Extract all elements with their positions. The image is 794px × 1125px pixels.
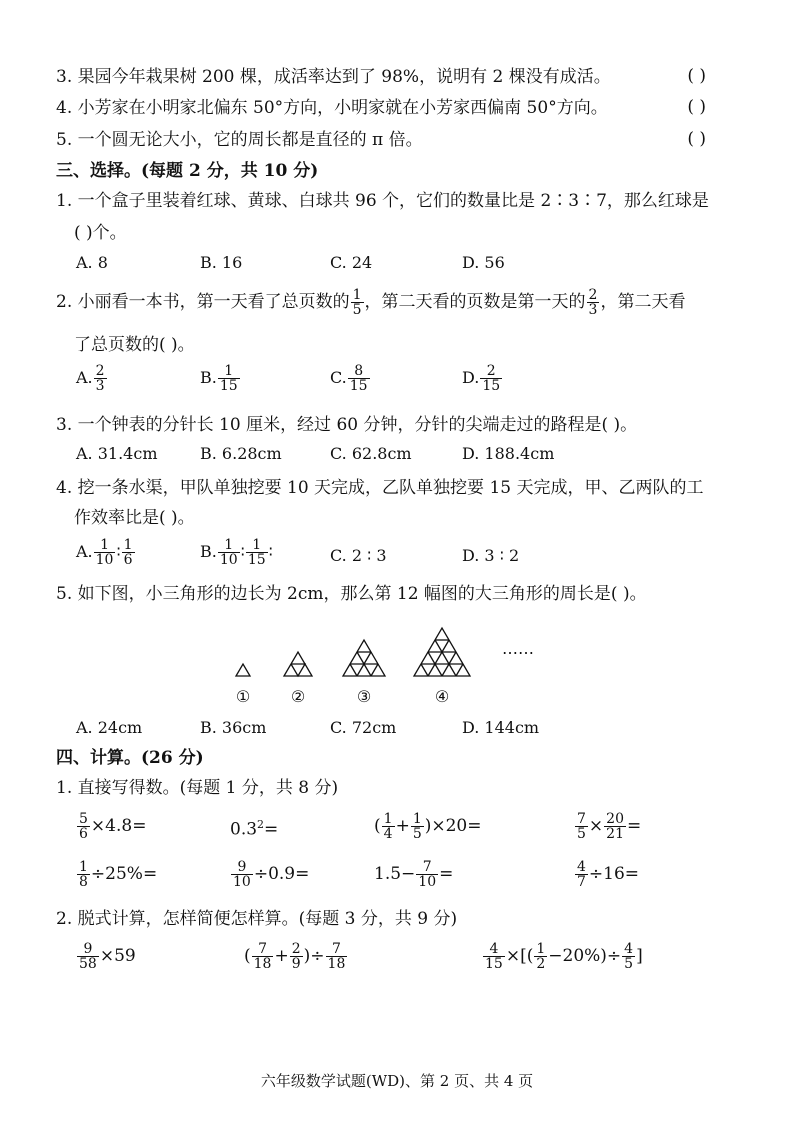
choice-q4-option-b[interactable]: B. $\frac{1}{10}$ ∶ $\frac{1}{15}$ ∶ — [200, 537, 273, 568]
choice-q5-option-b[interactable]: B. 36cm — [200, 718, 267, 737]
page-footer: 六年级数学试题(WD)、第 2 页、共 4 页 — [260, 1072, 534, 1090]
choice-q3-option-d[interactable]: D. 188.4cm — [462, 444, 555, 463]
calc-p3: $\frac{4}{15}$ ×[( $\frac{1}{2}$ −20%)÷ $\frac{4}{5}$ ] — [485, 941, 643, 972]
choice-q1-option-d[interactable]: D. 56 — [462, 253, 505, 272]
triangle-figure-4 — [414, 628, 470, 676]
calc-r2c3: 1.5− $\frac{7}{10}$ = — [374, 859, 454, 890]
calc-r1c2: $0.3^2=$ — [230, 818, 279, 840]
choice-q2-option-d[interactable]: D. $\frac{2}{15}$ — [462, 363, 501, 394]
figure-label-2: ② — [290, 687, 306, 706]
fraction: $\frac{2}{3}$ — [588, 287, 598, 318]
judge-q3-answer-box[interactable]: ( ) — [687, 66, 706, 86]
choice-q5-option-a[interactable]: A. 24cm — [76, 718, 143, 737]
judge-q3: 3. 果园今年栽果树 200 棵，成活率达到了 98%，说明有 2 棵没有成活。 — [56, 67, 611, 87]
judge-q4: 4. 小芳家在小明家北偏东 50°方向，小明家就在小芳家西偏南 50°方向。 — [56, 98, 608, 118]
judge-q4-answer-box[interactable]: ( ) — [687, 97, 706, 117]
choice-q4-line1: 4. 挖一条水渠，甲队单独挖要 10 天完成，乙队单独挖要 15 天完成，甲、乙两队的工 — [56, 478, 704, 498]
calc-r2c2: $\frac{9}{10}$ ÷0.9= — [233, 859, 310, 890]
choice-q5-option-c[interactable]: C. 72cm — [330, 718, 397, 737]
choice-q2-option-a[interactable]: A. $\frac{2}{3}$ — [76, 363, 105, 394]
choice-q5-option-d[interactable]: D. 144cm — [462, 718, 540, 737]
choice-q1-option-a[interactable]: A. 8 — [76, 253, 108, 272]
choice-q4-option-c[interactable]: C. 2 ∶ 3 — [330, 546, 387, 565]
choice-q3-option-b[interactable]: B. 6.28cm — [200, 444, 282, 463]
choice-q4-line2: 作效率比是( )。 — [74, 508, 195, 528]
calc-r2c4: $\frac{4}{7}$ ÷16= — [577, 859, 640, 890]
triangle-figure-2 — [284, 652, 312, 676]
figure-ellipsis: …… — [502, 639, 534, 658]
fraction: $\frac{1}{5}$ — [352, 287, 362, 318]
choice-q5: 5. 如下图，小三角形的边长为 2cm，那么第 12 幅图的大三角形的周长是( )。 — [56, 584, 647, 604]
calc-p2: ( $\frac{7}{18}$ + $\frac{2}{9}$ )÷ $\frac{7}{18}$ — [244, 941, 346, 972]
choice-q1-line2: ( )个。 — [74, 223, 127, 243]
calc-p1: $\frac{9}{58}$ ×59 — [79, 941, 136, 972]
triangle-figure-3 — [343, 640, 385, 676]
figure-label-3: ③ — [356, 687, 372, 706]
section4-sub2: 2. 脱式计算，怎样简便怎样算。(每题 3 分，共 9 分) — [56, 909, 458, 929]
choice-q1-line1: 1. 一个盒子里装着红球、黄球、白球共 96 个，它们的数量比是 2∶3∶7，那么红球是 — [56, 191, 709, 211]
choice-q4-option-d[interactable]: D. 3 ∶ 2 — [462, 546, 520, 565]
figure-label-4: ④ — [434, 687, 450, 706]
calc-r2c1: $\frac{1}{8}$ ÷25%= — [79, 859, 158, 890]
section4-title: 四、计算。(26 分) — [56, 748, 204, 768]
choice-q2-option-b[interactable]: B. $\frac{1}{15}$ — [200, 363, 238, 394]
choice-q2-line1: 2. 小丽看一本书，第一天看了总页数的 $\frac{1}{5}$ ，第二天看的页数是第一天的 $\frac{2}{3}$ ，第二天看 — [56, 287, 686, 318]
choice-q3-option-c[interactable]: C. 62.8cm — [330, 444, 412, 463]
calc-r1c4: $\frac{7}{5}$ × $\frac{20}{21}$ = — [577, 811, 642, 842]
triangle-figure-1 — [236, 664, 250, 676]
section4-sub1: 1. 直接写得数。(每题 1 分，共 8 分) — [56, 778, 339, 798]
section3-title: 三、选择。(每题 2 分，共 10 分) — [56, 161, 319, 181]
calc-r1c1: $\frac{5}{6}$ ×4.8= — [79, 811, 147, 842]
choice-q1-option-c[interactable]: C. 24 — [330, 253, 373, 272]
triangle-pattern-figure — [228, 612, 548, 712]
judge-q5: 5. 一个圆无论大小，它的周长都是直径的 π 倍。 — [56, 130, 423, 150]
figure-label-1: ① — [235, 687, 251, 706]
choice-q3-option-a[interactable]: A. 31.4cm — [76, 444, 158, 463]
choice-q2-option-c[interactable]: C. $\frac{8}{15}$ — [330, 363, 368, 394]
choice-q1-option-b[interactable]: B. 16 — [200, 253, 243, 272]
calc-r1c3: ( $\frac{1}{4}$ + $\frac{1}{5}$ )×20= — [374, 811, 482, 842]
judge-q5-answer-box[interactable]: ( ) — [687, 129, 706, 149]
choice-q2-line2: 了总页数的( )。 — [74, 335, 195, 355]
choice-q4-option-a[interactable]: A. $\frac{1}{10}$ ∶ $\frac{1}{6}$ — [76, 537, 133, 568]
choice-q3: 3. 一个钟表的分针长 10 厘米，经过 60 分钟，分针的尖端走过的路程是( )。 — [56, 415, 638, 435]
